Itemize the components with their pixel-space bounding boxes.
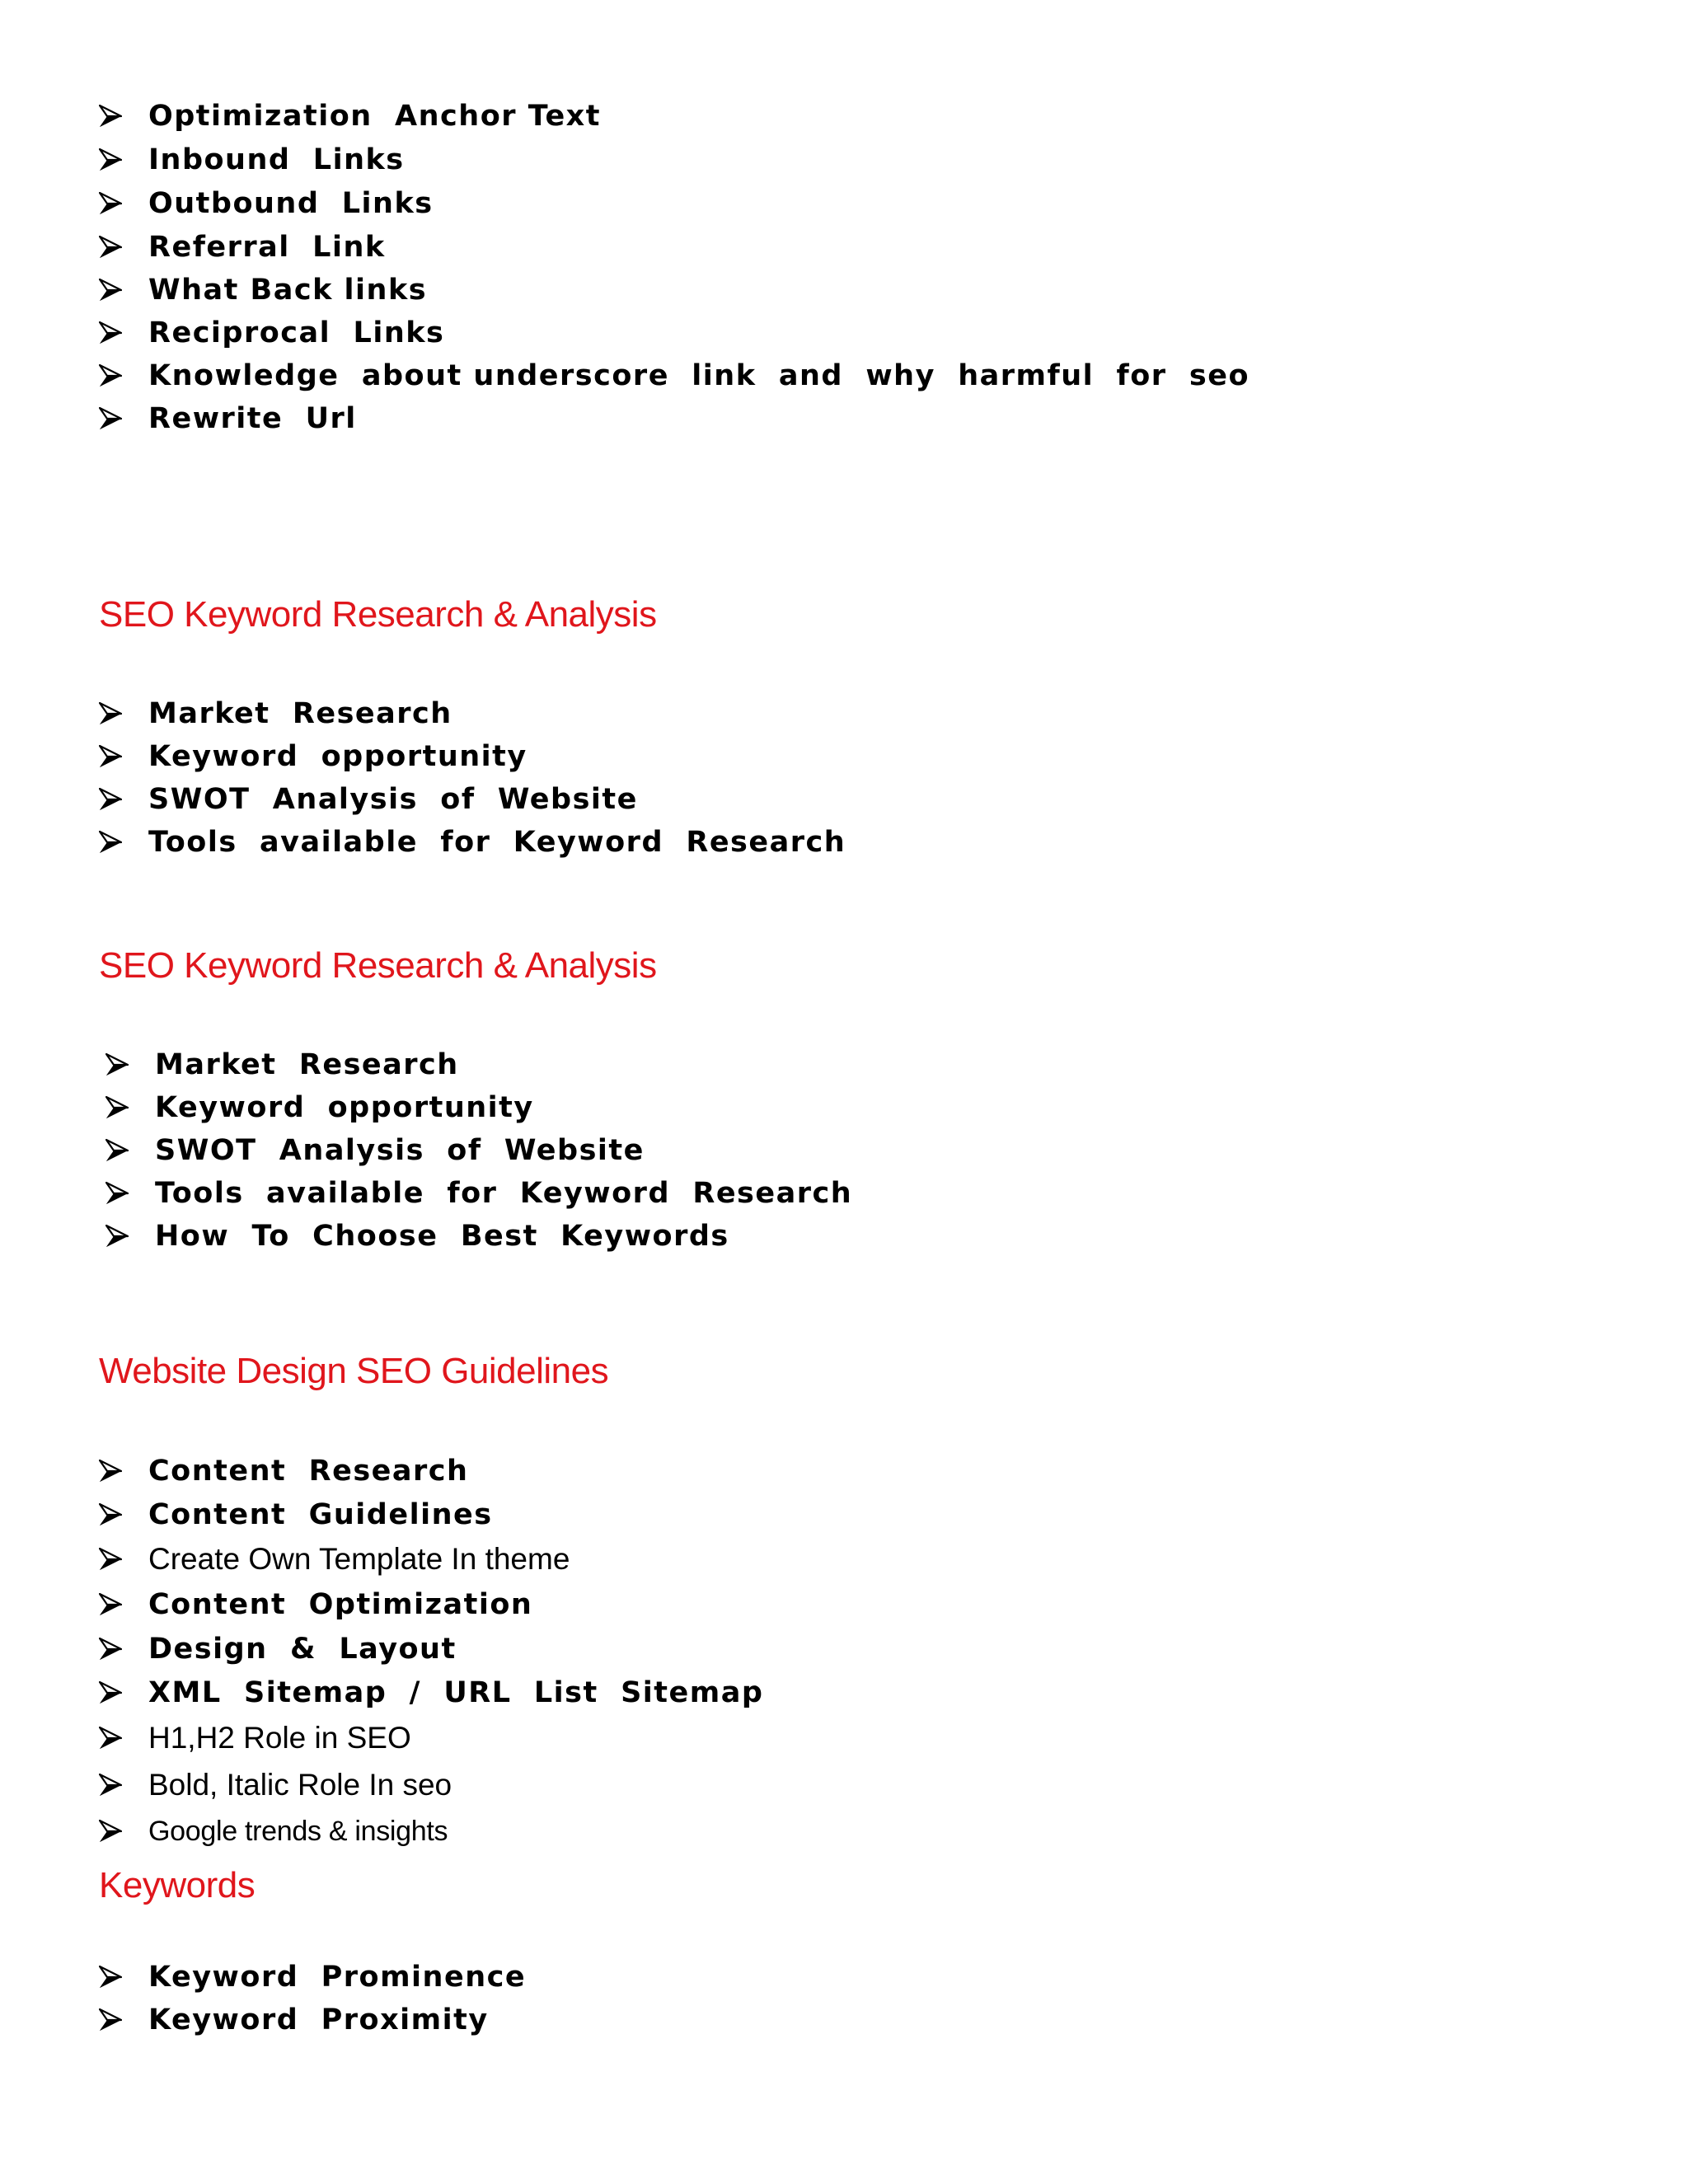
arrow-bullet-icon (99, 104, 122, 129)
arrow-bullet-icon (99, 1502, 122, 1527)
arrow-bullet-icon (99, 321, 122, 345)
arrow-bullet-icon (99, 787, 122, 812)
arrow-bullet-icon (99, 701, 122, 726)
arrow-bullet-icon (99, 278, 122, 302)
arrow-bullet-icon (99, 1680, 122, 1705)
arrow-bullet-icon (99, 1459, 122, 1483)
arrow-bullet-icon (99, 1819, 122, 1844)
arrow-bullet-icon (99, 1965, 122, 1990)
arrow-bullet-icon (99, 1773, 122, 1797)
arrow-bullet-icon (99, 2008, 122, 2032)
arrow-bullet-icon (106, 1095, 129, 1120)
section-heading: Website Design SEO Guidelines (99, 1351, 609, 1391)
arrow-bullet-icon (99, 1726, 122, 1750)
arrow-bullet-icon (99, 1547, 122, 1572)
document-page: Optimization Anchor Text Inbound Links Outbound Links Referral Link What Back links Reciprocal Links Knowledge about underscore link and why harmful for seo Rewrite Url SEO Keyword Research & Analysis Market Research Keyword opportunity SWOT Analysis of Website Tools available for Keyword Research SEO Keyword Research & Analysis Market Research Keyword opportunity SWOT Analysis of Website Tools available for Keyword Research How To Choose Best Keywords Website Design SEO Guidelines Content Research Content Guidelines Create Own Template In theme Content Optimization Design & Layout XML Sitemap / URL List Sitemap H1,H2 Role in SEO Bold, Italic Role In seo Google trends & insights Keywords Keyword Prominence Keyword Proximity (99, 100, 1250, 2036)
arrow-bullet-icon (99, 1592, 122, 1617)
section-heading: SEO Keyword Research & Analysis (99, 594, 657, 635)
arrow-bullet-icon (106, 1224, 129, 1249)
arrow-bullet-icon (99, 406, 122, 431)
arrow-bullet-icon (99, 148, 122, 172)
arrow-bullet-icon (106, 1138, 129, 1163)
arrow-bullet-icon (99, 1637, 122, 1661)
section-heading: SEO Keyword Research & Analysis (99, 945, 657, 986)
arrow-bullet-icon (99, 363, 122, 388)
arrow-bullet-icon (99, 830, 122, 855)
arrow-bullet-icon (99, 235, 122, 260)
arrow-bullet-icon (99, 744, 122, 769)
arrow-bullet-icon (99, 191, 122, 216)
arrow-bullet-icon (106, 1052, 129, 1077)
section-heading: Keywords (99, 1865, 256, 1905)
arrow-bullet-icon (106, 1181, 129, 1206)
